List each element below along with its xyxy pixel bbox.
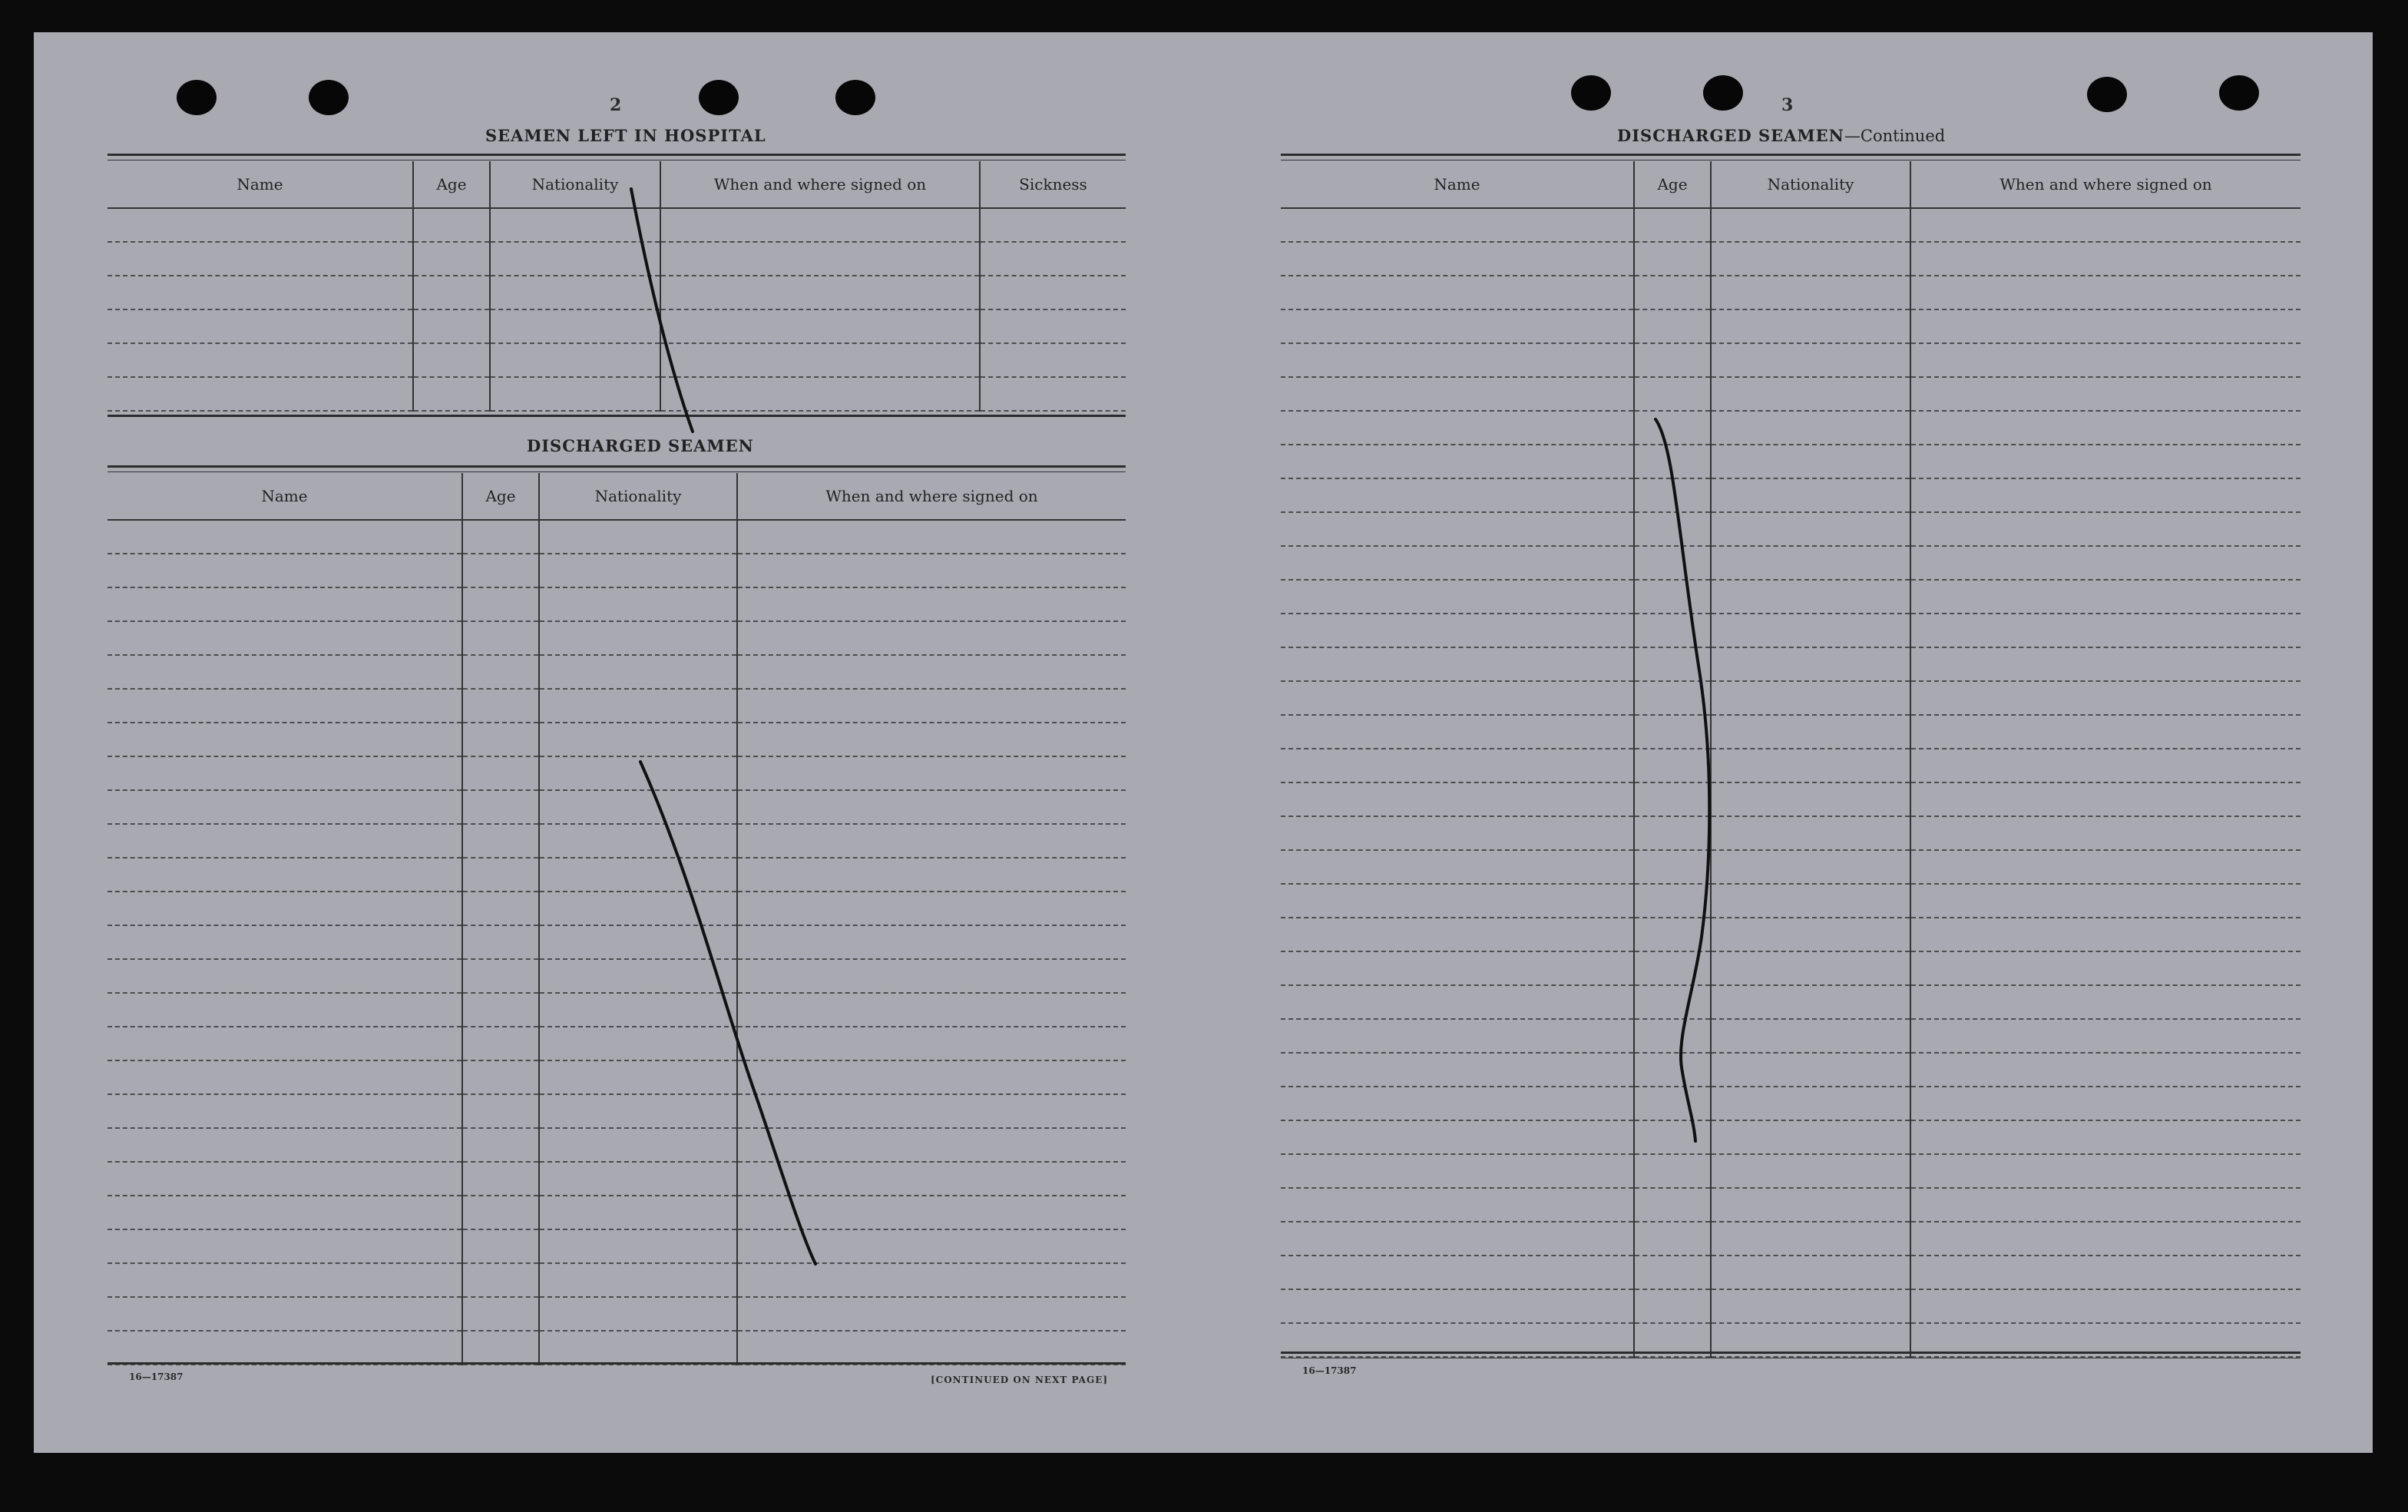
- column-header-age: Age: [462, 473, 539, 520]
- continued-section-title-main: DISCHARGED SEAMEN: [1617, 126, 1844, 145]
- form-number-left: 16—17387: [129, 1371, 184, 1382]
- column-header-age: Age: [1634, 161, 1711, 208]
- form-number-right: 16—17387: [1302, 1365, 1357, 1376]
- column-header-nationality: Nationality: [1711, 161, 1910, 208]
- column-header-age: Age: [413, 161, 490, 208]
- page-number-left: 2: [610, 95, 622, 115]
- column-header-nationality: Nationality: [490, 161, 660, 208]
- continued-note: [CONTINUED ON NEXT PAGE]: [931, 1375, 1109, 1385]
- column-header-name: Name: [108, 161, 413, 208]
- discharged-strike-line: [640, 762, 815, 1264]
- column-header-signed-on: When and where signed on: [660, 161, 980, 208]
- column-header-name: Name: [108, 473, 462, 520]
- column-header-name: Name: [1281, 161, 1634, 208]
- hospital-section-title: SEAMEN LEFT IN HOSPITAL: [485, 126, 766, 145]
- discharged-section-title: DISCHARGED SEAMEN: [527, 436, 754, 455]
- column-header-signed-on: When and where signed on: [1910, 161, 2300, 208]
- page-number-right: 3: [1781, 95, 1794, 115]
- continued-strike-line: [1656, 419, 1709, 1141]
- column-header-signed-on: When and where signed on: [737, 473, 1126, 520]
- column-header-nationality: Nationality: [539, 473, 737, 520]
- hospital-strike-line: [631, 189, 693, 432]
- continued-section-title-suffix: —Continued: [1844, 127, 1946, 145]
- column-header-sickness: Sickness: [980, 161, 1126, 208]
